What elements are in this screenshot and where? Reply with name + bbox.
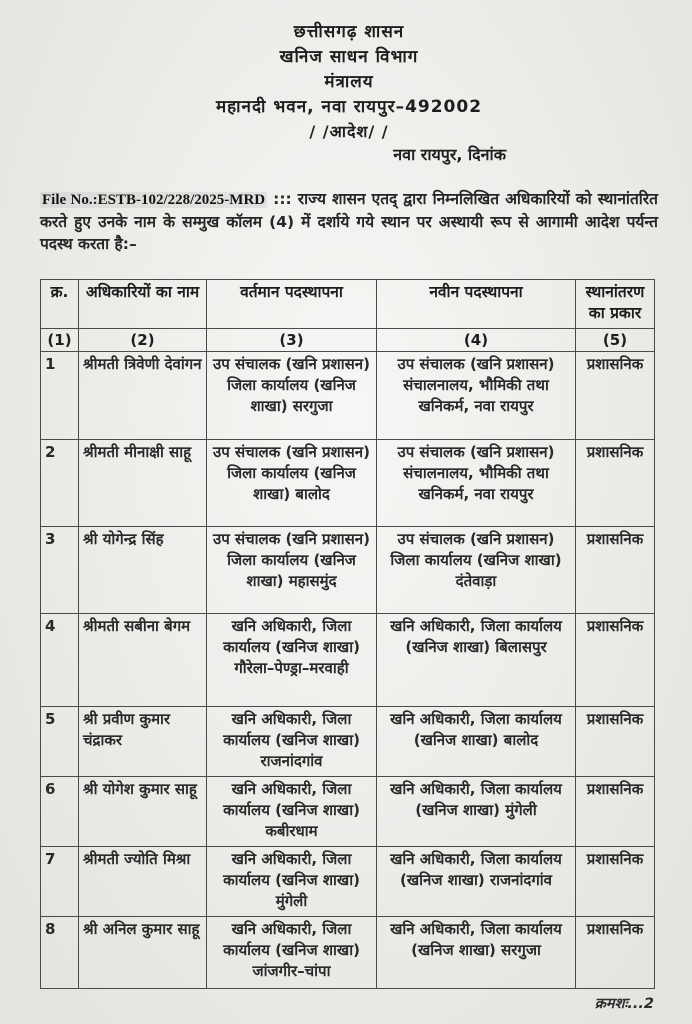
- cell-serial: 6: [41, 777, 79, 847]
- government-title: छत्तीसगढ़ शासन: [293, 22, 405, 42]
- cell-officer-name: श्री अनिल कुमार साहू: [79, 917, 207, 989]
- cell-transfer-type: प्रशासनिक: [576, 707, 655, 777]
- cell-current-posting: उप संचालक (खनि प्रशासन) जिला कार्यालय (खनिज शाखा) महासमुंद: [207, 527, 377, 614]
- cell-current-posting: उप संचालक (खनि प्रशासन) जिला कार्यालय (खनिज शाखा) सरगुजा: [207, 352, 377, 440]
- cell-new-posting: उप संचालक (खनि प्रशासन) संचालनालय, भौमिकी तथा खनिकर्म, नवा रायपुर: [377, 440, 576, 527]
- cell-serial: 1: [41, 352, 79, 440]
- cell-serial: 5: [41, 707, 79, 777]
- cell-transfer-type: प्रशासनिक: [576, 917, 655, 989]
- intro-text: राज्य शासन एतद् द्वारा निम्नलिखित अधिकारियों को स्थानांतरित करते हुए उनके नाम के सम्मुख कॉलम (4) में दर्शाये गये स्थान पर अस्थायी रूप से आगामी आदेश पर्यन्त पदस्थ करता है:–: [40, 190, 658, 253]
- cell-new-posting: खनि अधिकारी, जिला कार्यालय (खनिज शाखा) मुंगेली: [377, 777, 576, 847]
- cell-current-posting: खनि अधिकारी, जिला कार्यालय (खनिज शाखा) राजनांदगांव: [207, 707, 377, 777]
- cell-officer-name: श्री योगेश कुमार साहू: [79, 777, 207, 847]
- header-serial: क्र.: [41, 280, 79, 329]
- column-number-row: [41, 329, 655, 352]
- cell-current-posting: खनि अधिकारी, जिला कार्यालय (खनिज शाखा) मुंगेली: [207, 847, 377, 917]
- file-number-separator: :::: [273, 190, 292, 208]
- table-row: [41, 614, 655, 707]
- table-row: [41, 707, 655, 777]
- ministry-title: मंत्रालय: [324, 72, 374, 92]
- intro-paragraph: [40, 188, 658, 255]
- cell-transfer-type: प्रशासनिक: [576, 777, 655, 847]
- letterhead: [40, 20, 658, 120]
- department-title: खनिज साधन विभाग: [279, 47, 419, 67]
- header-officer-name: अधिकारियों का नाम: [79, 280, 207, 329]
- table-row: [41, 917, 655, 989]
- cell-serial: 7: [41, 847, 79, 917]
- cell-officer-name: श्रीमती त्रिवेणी देवांगन: [79, 352, 207, 440]
- continuation-marker: क्रमशः...2: [594, 996, 654, 1012]
- column-number: (5): [576, 329, 655, 352]
- cell-officer-name: श्री योगेन्द्र सिंह: [79, 527, 207, 614]
- cell-new-posting: उप संचालक (खनि प्रशासन) संचालनालय, भौमिकी तथा खनिकर्म, नवा रायपुर: [377, 352, 576, 440]
- column-number: (1): [41, 329, 79, 352]
- cell-transfer-type: प्रशासनिक: [576, 352, 655, 440]
- cell-transfer-type: प्रशासनिक: [576, 847, 655, 917]
- cell-new-posting: उप संचालक (खनि प्रशासन) जिला कार्यालय (खनिज शाखा) दंतेवाड़ा: [377, 527, 576, 614]
- cell-transfer-type: प्रशासनिक: [576, 614, 655, 707]
- cell-current-posting: खनि अधिकारी, जिला कार्यालय (खनिज शाखा) कबीरधाम: [207, 777, 377, 847]
- table-row: [41, 527, 655, 614]
- header-current-posting: वर्तमान पदस्थापना: [207, 280, 377, 329]
- cell-officer-name: श्री प्रवीण कुमार चंद्राकर: [79, 707, 207, 777]
- cell-serial: 4: [41, 614, 79, 707]
- file-number: File No.:ESTB-102/228/2025-MRD: [42, 192, 266, 208]
- table-row: [41, 440, 655, 527]
- cell-officer-name: श्रीमती मीनाक्षी साहू: [79, 440, 207, 527]
- cell-officer-name: श्रीमती सबीना बेगम: [79, 614, 207, 707]
- cell-new-posting: खनि अधिकारी, जिला कार्यालय (खनिज शाखा) बिलासपुर: [377, 614, 576, 707]
- cell-new-posting: खनि अधिकारी, जिला कार्यालय (खनिज शाखा) बालोद: [377, 707, 576, 777]
- column-number: (2): [79, 329, 207, 352]
- cell-current-posting: उप संचालक (खनि प्रशासन) जिला कार्यालय (खनिज शाखा) बालोद: [207, 440, 377, 527]
- table-row: [41, 777, 655, 847]
- cell-new-posting: खनि अधिकारी, जिला कार्यालय (खनिज शाखा) राजनांदगांव: [377, 847, 576, 917]
- table-row: [41, 352, 655, 440]
- address-line: महानदी भवन, नवा रायपुर–492002: [215, 97, 483, 117]
- transfer-table-head: [41, 280, 655, 352]
- cell-serial: 3: [41, 527, 79, 614]
- cell-transfer-type: प्रशासनिक: [576, 527, 655, 614]
- order-label: / /आदेश/ /: [309, 122, 389, 141]
- cell-transfer-type: प्रशासनिक: [576, 440, 655, 527]
- header-transfer-type: स्थानांतरण का प्रकार: [576, 280, 655, 329]
- cell-serial: 2: [41, 440, 79, 527]
- table-row: [41, 847, 655, 917]
- column-number: (3): [207, 329, 377, 352]
- cell-officer-name: श्रीमती ज्योति मिश्रा: [79, 847, 207, 917]
- transfer-table: [40, 279, 655, 989]
- place-date-line: नवा रायपुर, दिनांक: [393, 145, 506, 164]
- table-header-row: [41, 280, 655, 329]
- cell-serial: 8: [41, 917, 79, 989]
- column-number: (4): [377, 329, 576, 352]
- cell-new-posting: खनि अधिकारी, जिला कार्यालय (खनिज शाखा) सरगुजा: [377, 917, 576, 989]
- cell-current-posting: खनि अधिकारी, जिला कार्यालय (खनिज शाखा) जांजगीर–चांपा: [207, 917, 377, 989]
- header-new-posting: नवीन पदस्थापना: [377, 280, 576, 329]
- cell-current-posting: खनि अधिकारी, जिला कार्यालय (खनिज शाखा) गौरेला–पेण्ड्रा–मरवाही: [207, 614, 377, 707]
- transfer-table-body: [41, 352, 655, 989]
